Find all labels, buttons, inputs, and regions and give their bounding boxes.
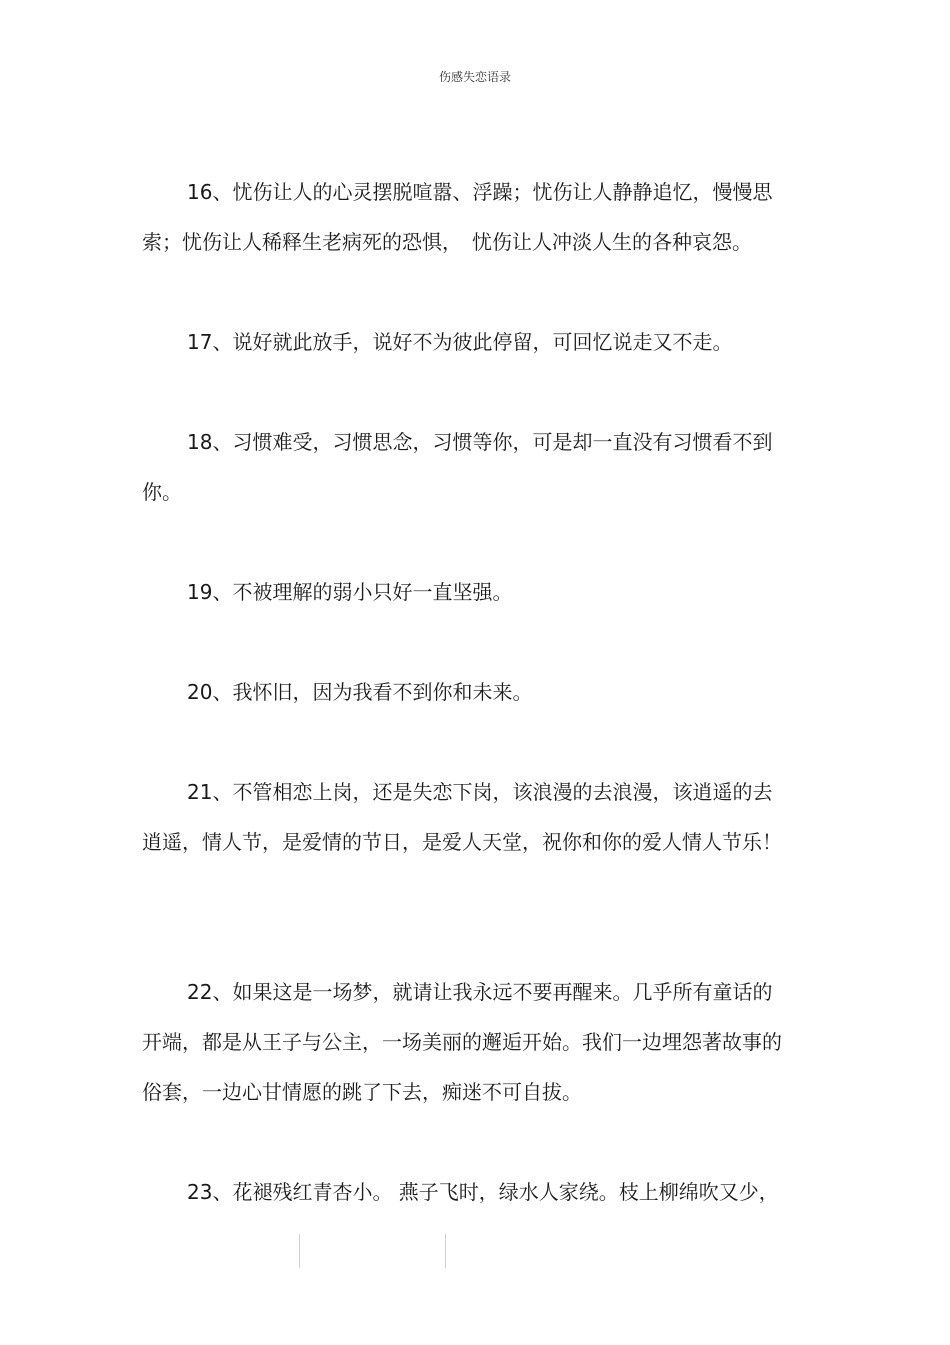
- quote-paragraph-20: 20、我怀旧，因为我看不到你和未来。: [187, 680, 533, 704]
- quote-paragraph-21: 21、不管相恋上岗，还是失恋下岗，该浪漫的去浪漫，该逍遥的去逍遥，情人节，是爱情的节日，是爱人天堂，祝你和你的爱人情人节乐！: [142, 780, 782, 854]
- quote-paragraph-19: 19、不被理解的弱小只好一直坚强。: [187, 580, 513, 604]
- quote-paragraph-16: 16、忧伤让人的心灵摆脱喧嚣、浮躁；忧伤让人静静追忆，慢慢思索；忧伤让人稀释生老病死的恐惧， 忧伤让人冲淡人生的各种哀怨。: [142, 180, 773, 254]
- quote-paragraph-18: 18、习惯难受，习惯思念，习惯等你，可是却一直没有习惯看不到你。: [142, 430, 773, 504]
- page-header-title: 伤感失恋语录: [438, 70, 511, 84]
- footer-divider-right: [445, 1234, 446, 1268]
- footer-divider-left: [299, 1234, 300, 1268]
- quote-paragraph-23: 23、花褪残红青杏小。 燕子飞时，绿水人家绕。枝上柳绵吹又少，: [187, 1180, 779, 1204]
- quote-paragraph-17: 17、说好就此放手，说好不为彼此停留，可回忆说走又不走。: [187, 330, 733, 354]
- quote-paragraph-22: 22、如果这是一场梦，就请让我永远不要再醒来。几乎所有童话的开端，都是从王子与公主，一场美丽的邂逅开始。我们一边埋怨著故事的俗套，一边心甘情愿的跳了下去，痴迷不可自拔。: [142, 980, 782, 1104]
